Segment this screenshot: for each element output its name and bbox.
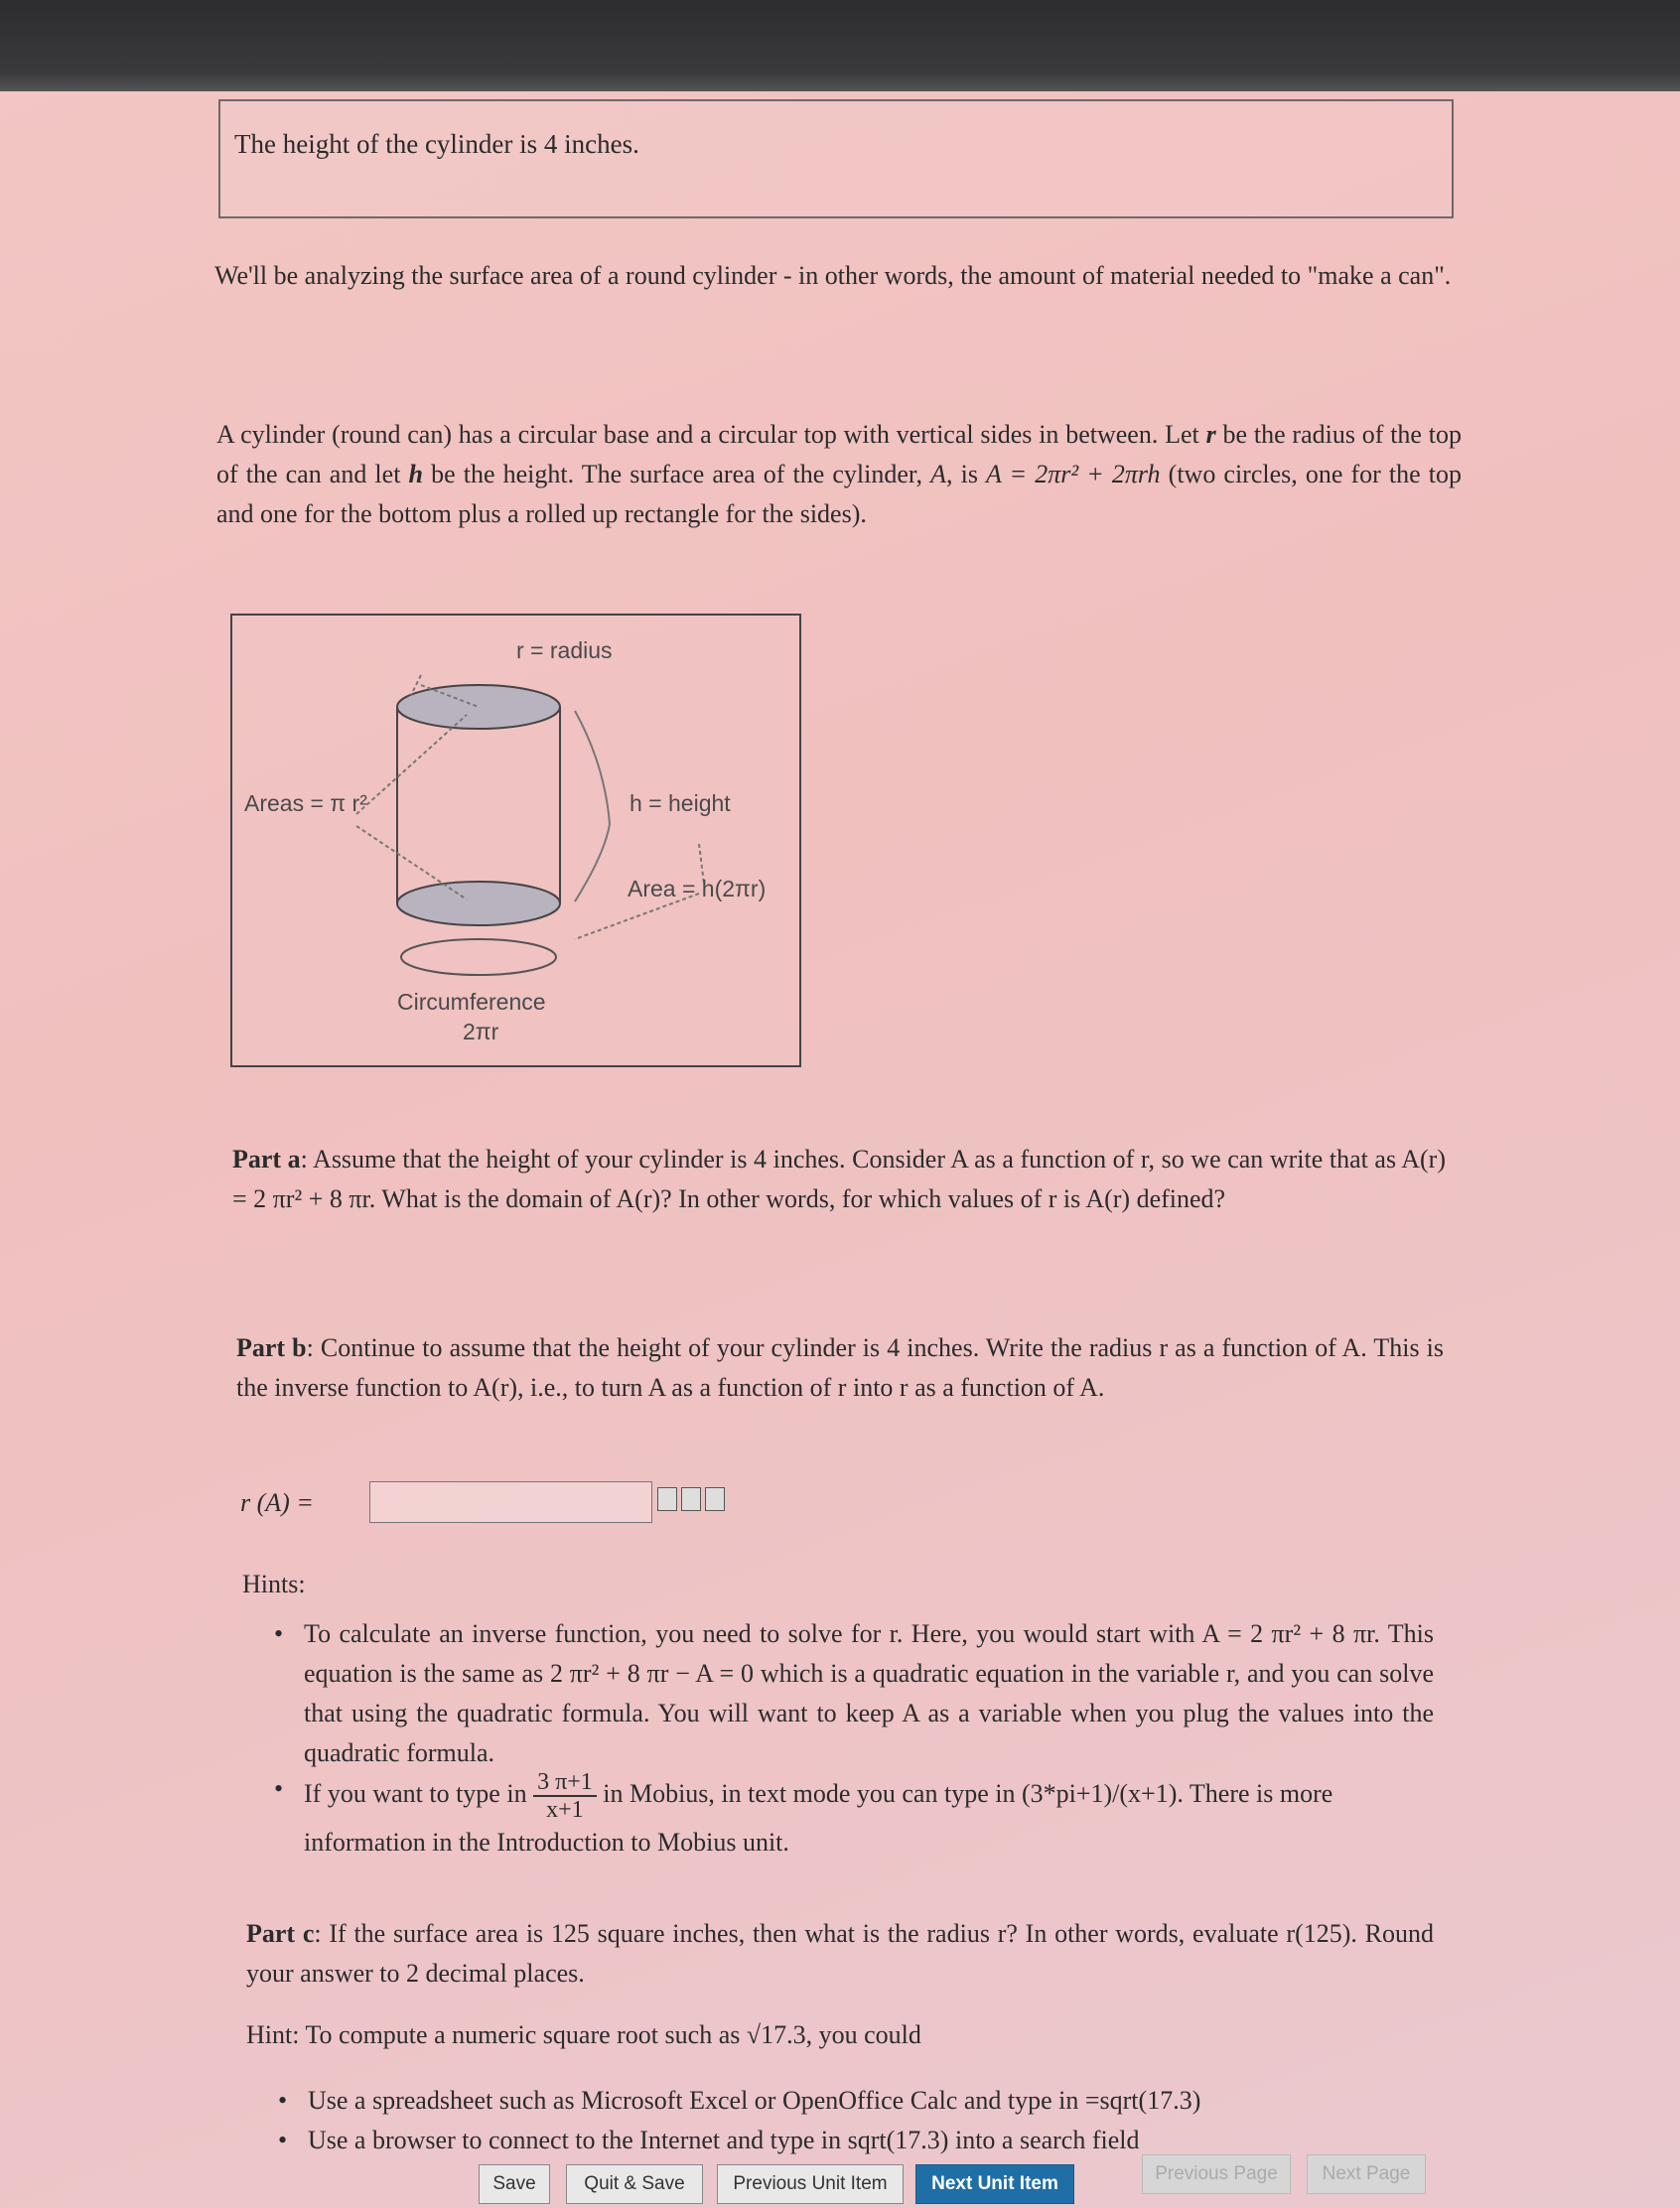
- part-c-paragraph: [246, 1914, 1434, 1994]
- equation-editor-icons[interactable]: [657, 1487, 729, 1516]
- browser-top-bar: [0, 0, 1680, 91]
- hint-2: [274, 1769, 1434, 1863]
- def-text-5: (two circles, one for the top and one for the bottom plus a rolled up rectangle for the sides).: [216, 460, 1462, 528]
- part-c-hint: Hint: To compute a numeric square root such as √17.3, you could: [246, 2020, 921, 2049]
- part-b-paragraph: [236, 1328, 1444, 1408]
- hint-2-fraction: [533, 1769, 597, 1823]
- part-c-label: Part c: [246, 1919, 315, 1948]
- def-var-h: h: [408, 460, 423, 488]
- part-a-label: Part a: [232, 1145, 301, 1173]
- fraction-denominator: x+1: [546, 1797, 584, 1823]
- part-c-bullet-1-text: Use a spreadsheet such as Microsoft Excel or OpenOffice Calc and type in =sqrt(17.3): [308, 2086, 1201, 2115]
- fraction-numerator: 3 π+1: [533, 1769, 597, 1797]
- preview-icon[interactable]: [681, 1487, 701, 1511]
- radius-label: r = radius: [516, 637, 613, 663]
- help-icon[interactable]: [705, 1487, 725, 1511]
- def-text-2: be the radius of the top of the can and let: [216, 420, 1462, 488]
- next-page-button[interactable]: Next Page: [1307, 2154, 1426, 2194]
- height-bracket-top: [575, 711, 610, 824]
- definition-paragraph: [216, 415, 1462, 534]
- height-label: h = height: [630, 790, 731, 816]
- def-text-3: be the height. The surface area of the cylinder,: [422, 460, 931, 488]
- part-b-label: Part b: [236, 1333, 307, 1362]
- def-formula: A = 2πr² + 2πrh: [986, 460, 1161, 488]
- cylinder-diagram: [230, 614, 801, 1067]
- cylinder-bottom-ellipse: [397, 882, 560, 925]
- part-c-bullet-1: [278, 2081, 1420, 2121]
- hint-1-text: To calculate an inverse function, you need to solve for r. Here, you would start with A = 2 πr² + 8 πr. This equation is the same as 2 πr² + 8 πr − A = 0 which is a quadratic equation in the variable r, and you can solve that using the quadratic formula. You will want to keep A as a variable when you plug the values into the quadratic formula.: [304, 1619, 1434, 1767]
- next-unit-item-button[interactable]: Next Unit Item: [915, 2164, 1074, 2204]
- bullet-dot: •: [278, 2086, 288, 2115]
- def-var-A: A: [930, 460, 946, 488]
- part-a-paragraph: [232, 1140, 1446, 1219]
- hint-2-text-after: in Mobius, in text mode you can type in (3*pi+1)/(x+1). There is more information in the Introduction to Mobius unit.: [304, 1778, 1333, 1857]
- previous-answer-text: The height of the cylinder is 4 inches.: [234, 129, 639, 159]
- part-b-text: : Continue to assume that the height of your cylinder is 4 inches. Write the radius r as a function of A. This is the inverse function to A(r), i.e., to turn A as a function of r into r as a function of A.: [236, 1333, 1444, 1402]
- def-text-4: , is: [946, 460, 987, 488]
- circumference-label: Circumference: [397, 989, 546, 1015]
- save-button[interactable]: Save: [479, 2164, 550, 2204]
- hint-2-text-before: If you want to type in: [304, 1778, 527, 1808]
- hints-title: Hints:: [242, 1570, 306, 1598]
- def-var-r: r: [1205, 420, 1216, 449]
- previous-page-button[interactable]: Previous Page: [1142, 2154, 1291, 2194]
- equation-editor-icon[interactable]: [657, 1487, 677, 1511]
- def-text-1: A cylinder (round can) has a circular base and a circular top with vertical sides in between. Let: [216, 420, 1206, 449]
- part-c-bullet-2-text: Use a browser to connect to the Internet and type in sqrt(17.3) into a search field: [308, 2126, 1140, 2154]
- part-c-text: : If the surface area is 125 square inches, then what is the radius r? In other words, evaluate r(125). Round your answer to 2 decimal places.: [246, 1919, 1435, 1988]
- circumference-ellipse: [401, 939, 556, 975]
- side-area-label: Area = h(2πr): [628, 876, 767, 901]
- intro-paragraph: We'll be analyzing the surface area of a round cylinder - in other words, the amount of material needed to "make a can".: [214, 261, 1452, 290]
- part-b-input-label: r (A) =: [240, 1488, 314, 1517]
- r-of-A-input[interactable]: [369, 1481, 652, 1523]
- part-a-text: : Assume that the height of your cylinder is 4 inches. Consider A as a function of r, so we can write that as A(r) = 2 πr² + 8 πr. What is the domain of A(r)? In other words, for which values of r is A(r) defined?: [232, 1145, 1446, 1213]
- previous-answer-box: [218, 99, 1454, 218]
- bullet-dot: •: [278, 2126, 288, 2154]
- bullet-dot: •: [274, 1774, 284, 1803]
- height-bracket-bottom: [575, 824, 610, 901]
- quit-save-button[interactable]: Quit & Save: [566, 2164, 703, 2204]
- circumference-formula: 2πr: [463, 1019, 499, 1044]
- areas-arrow-bottom: [356, 826, 467, 899]
- areas-arrow-top: [356, 715, 467, 814]
- areas-label: Areas = π r²: [244, 790, 367, 816]
- previous-unit-item-button[interactable]: Previous Unit Item: [717, 2164, 904, 2204]
- hint-1: [274, 1614, 1434, 1773]
- bullet-dot: •: [274, 1619, 284, 1648]
